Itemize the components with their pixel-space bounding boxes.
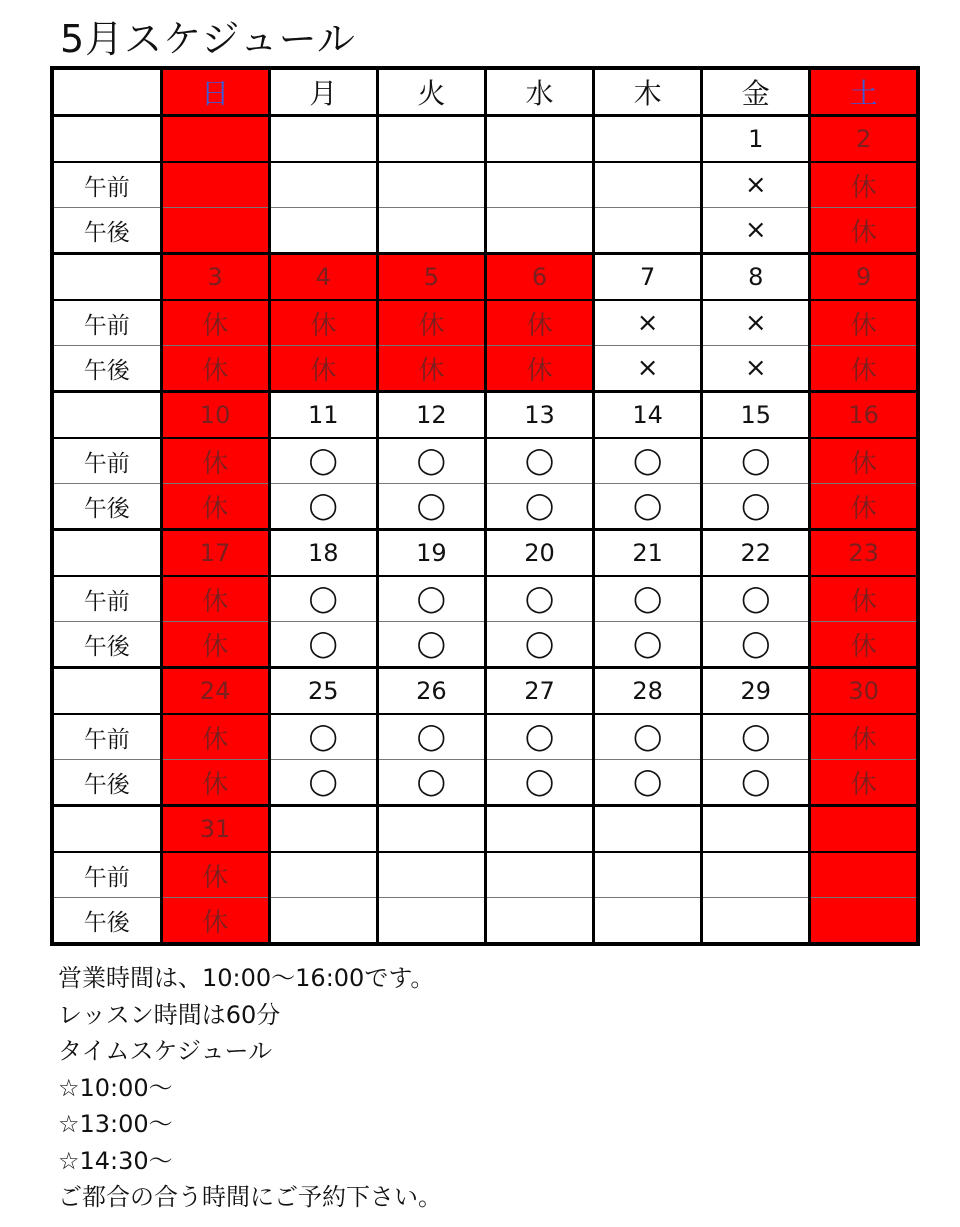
availability-cell-pm-mon: 休: [269, 346, 377, 392]
week-2-pm-row: [52, 346, 918, 392]
availability-cell-am-wed: [485, 162, 593, 208]
date-cell-sat: 16: [810, 392, 918, 439]
availability-cell-pm-wed: [485, 898, 593, 945]
afternoon-label: 午後: [52, 898, 161, 945]
availability-cell-pm-mon: ◯: [269, 622, 377, 668]
date-cell-tue: 19: [377, 530, 485, 577]
availability-cell-am-fri: ◯: [702, 438, 810, 484]
morning-label: 午前: [52, 300, 161, 346]
date-cell-tue: [377, 116, 485, 163]
page-title: 5月スケジュール: [60, 17, 356, 61]
weekday-header-fri: 金: [702, 68, 810, 116]
availability-cell-am-sat: 休: [810, 438, 918, 484]
date-row-label: [52, 530, 161, 577]
date-cell-wed: [485, 116, 593, 163]
date-cell-mon: 25: [269, 668, 377, 715]
note-line: ☆14:30～: [58, 1146, 173, 1175]
availability-cell-am-fri: ×: [702, 162, 810, 208]
availability-cell-pm-wed: [485, 208, 593, 254]
availability-cell-am-mon: [269, 162, 377, 208]
availability-cell-am-tue: ◯: [377, 714, 485, 760]
availability-cell-am-fri: ◯: [702, 714, 810, 760]
date-cell-tue: [377, 806, 485, 853]
availability-cell-pm-sat: 休: [810, 622, 918, 668]
afternoon-label: 午後: [52, 346, 161, 392]
availability-cell-am-wed: ◯: [485, 438, 593, 484]
week-5-date-row: [52, 668, 918, 715]
availability-cell-am-sun: 休: [161, 852, 269, 898]
availability-cell-am-wed: ◯: [485, 576, 593, 622]
availability-cell-pm-sat: [810, 898, 918, 945]
date-cell-thu: 21: [594, 530, 702, 577]
availability-cell-pm-tue: [377, 208, 485, 254]
availability-cell-am-tue: [377, 852, 485, 898]
date-cell-mon: 4: [269, 254, 377, 301]
date-cell-sat: 30: [810, 668, 918, 715]
date-cell-sun: 3: [161, 254, 269, 301]
week-3-pm-row: [52, 484, 918, 530]
morning-label: 午前: [52, 576, 161, 622]
availability-cell-pm-wed: 休: [485, 346, 593, 392]
availability-cell-am-tue: ◯: [377, 438, 485, 484]
availability-cell-pm-sun: 休: [161, 760, 269, 806]
afternoon-label: 午後: [52, 622, 161, 668]
date-cell-sun: 10: [161, 392, 269, 439]
availability-cell-pm-mon: [269, 208, 377, 254]
date-row-label: [52, 392, 161, 439]
availability-cell-pm-thu: ×: [594, 346, 702, 392]
availability-cell-pm-fri: ×: [702, 346, 810, 392]
availability-cell-pm-fri: ◯: [702, 622, 810, 668]
date-cell-sun: [161, 116, 269, 163]
weekday-header-tue: 火: [377, 68, 485, 116]
date-cell-sun: 24: [161, 668, 269, 715]
availability-cell-am-sat: 休: [810, 300, 918, 346]
date-cell-thu: 28: [594, 668, 702, 715]
availability-cell-pm-thu: ◯: [594, 622, 702, 668]
weekday-header-row: [52, 68, 918, 116]
availability-cell-pm-mon: [269, 898, 377, 945]
week-6-am-row: [52, 852, 918, 898]
availability-cell-pm-sun: 休: [161, 622, 269, 668]
availability-cell-pm-tue: [377, 898, 485, 945]
date-cell-wed: 6: [485, 254, 593, 301]
availability-cell-am-sun: 休: [161, 576, 269, 622]
afternoon-label: 午後: [52, 484, 161, 530]
week-5-pm-row: [52, 760, 918, 806]
date-cell-sun: 17: [161, 530, 269, 577]
morning-label: 午前: [52, 852, 161, 898]
morning-label: 午前: [52, 162, 161, 208]
availability-cell-pm-fri: ◯: [702, 760, 810, 806]
availability-cell-am-mon: ◯: [269, 576, 377, 622]
date-cell-fri: 8: [702, 254, 810, 301]
date-cell-sat: [810, 806, 918, 853]
availability-cell-pm-fri: ×: [702, 208, 810, 254]
weekday-header-sat: 土: [810, 68, 918, 116]
availability-cell-am-sun: 休: [161, 714, 269, 760]
weekday-header-mon: 月: [269, 68, 377, 116]
note-line: タイムスケジュール: [58, 1037, 273, 1065]
availability-cell-am-fri: [702, 852, 810, 898]
date-cell-fri: 15: [702, 392, 810, 439]
availability-cell-pm-tue: 休: [377, 346, 485, 392]
date-cell-sun: 31: [161, 806, 269, 853]
notes-section: [58, 960, 918, 1216]
note-line: ご都合の合う時間にご予約下さい。: [58, 1183, 442, 1211]
date-cell-fri: 22: [702, 530, 810, 577]
availability-cell-am-mon: ◯: [269, 714, 377, 760]
availability-cell-pm-fri: [702, 898, 810, 945]
weekday-header-thu: 木: [594, 68, 702, 116]
availability-cell-am-mon: 休: [269, 300, 377, 346]
availability-cell-am-thu: ◯: [594, 438, 702, 484]
date-row-label: [52, 806, 161, 853]
date-cell-mon: [269, 806, 377, 853]
availability-cell-am-sat: 休: [810, 714, 918, 760]
availability-cell-am-mon: ◯: [269, 438, 377, 484]
afternoon-label: 午後: [52, 208, 161, 254]
availability-cell-pm-thu: [594, 208, 702, 254]
availability-cell-pm-thu: ◯: [594, 484, 702, 530]
date-row-label: [52, 254, 161, 301]
availability-cell-pm-sat: 休: [810, 208, 918, 254]
date-cell-mon: [269, 116, 377, 163]
date-cell-sat: 9: [810, 254, 918, 301]
weekday-header-sun: 日: [161, 68, 269, 116]
availability-cell-am-thu: ◯: [594, 576, 702, 622]
availability-cell-pm-thu: ◯: [594, 760, 702, 806]
note-line: ☆10:00～: [58, 1073, 173, 1102]
availability-cell-am-wed: 休: [485, 300, 593, 346]
availability-cell-am-wed: ◯: [485, 714, 593, 760]
week-6-date-row: [52, 806, 918, 853]
morning-label: 午前: [52, 714, 161, 760]
week-4-pm-row: [52, 622, 918, 668]
availability-cell-am-sun: 休: [161, 438, 269, 484]
availability-cell-pm-fri: ◯: [702, 484, 810, 530]
availability-cell-am-thu: ◯: [594, 714, 702, 760]
date-cell-tue: 5: [377, 254, 485, 301]
week-1-date-row: [52, 116, 918, 163]
availability-cell-am-tue: 休: [377, 300, 485, 346]
availability-cell-am-fri: ◯: [702, 576, 810, 622]
availability-cell-pm-tue: ◯: [377, 622, 485, 668]
date-cell-fri: 1: [702, 116, 810, 163]
availability-cell-pm-mon: ◯: [269, 760, 377, 806]
availability-cell-pm-thu: [594, 898, 702, 945]
week-3-date-row: [52, 392, 918, 439]
corner-cell: [52, 68, 161, 116]
note-line: レッスン時間は60分: [58, 1000, 281, 1029]
availability-cell-am-thu: [594, 852, 702, 898]
date-cell-wed: [485, 806, 593, 853]
date-cell-wed: 27: [485, 668, 593, 715]
date-cell-thu: 14: [594, 392, 702, 439]
availability-cell-pm-wed: ◯: [485, 760, 593, 806]
date-cell-mon: 18: [269, 530, 377, 577]
date-cell-fri: [702, 806, 810, 853]
availability-cell-am-sun: 休: [161, 300, 269, 346]
week-3-am-row: [52, 438, 918, 484]
week-5-am-row: [52, 714, 918, 760]
availability-cell-am-tue: [377, 162, 485, 208]
availability-cell-am-tue: ◯: [377, 576, 485, 622]
date-cell-mon: 11: [269, 392, 377, 439]
availability-cell-pm-tue: ◯: [377, 760, 485, 806]
availability-cell-pm-sat: 休: [810, 760, 918, 806]
date-cell-tue: 26: [377, 668, 485, 715]
availability-cell-pm-tue: ◯: [377, 484, 485, 530]
weekday-header-wed: 水: [485, 68, 593, 116]
week-4-date-row: [52, 530, 918, 577]
availability-cell-pm-sun: 休: [161, 484, 269, 530]
date-row-label: [52, 668, 161, 715]
date-cell-thu: [594, 116, 702, 163]
availability-cell-am-fri: ×: [702, 300, 810, 346]
date-cell-fri: 29: [702, 668, 810, 715]
availability-cell-pm-sun: [161, 208, 269, 254]
week-1-am-row: [52, 162, 918, 208]
availability-cell-pm-wed: ◯: [485, 622, 593, 668]
note-line: 営業時間は、10:00～16:00です。: [58, 964, 435, 992]
availability-cell-pm-sun: 休: [161, 346, 269, 392]
week-2-am-row: [52, 300, 918, 346]
availability-cell-am-sat: 休: [810, 576, 918, 622]
availability-cell-am-wed: [485, 852, 593, 898]
note-line: ☆13:00～: [58, 1110, 173, 1138]
availability-cell-pm-wed: ◯: [485, 484, 593, 530]
availability-cell-am-sat: [810, 852, 918, 898]
availability-cell-pm-sat: 休: [810, 484, 918, 530]
date-cell-tue: 12: [377, 392, 485, 439]
date-cell-sat: 2: [810, 116, 918, 163]
availability-cell-am-sat: 休: [810, 162, 918, 208]
availability-cell-pm-mon: ◯: [269, 484, 377, 530]
week-4-am-row: [52, 576, 918, 622]
availability-cell-pm-sun: 休: [161, 898, 269, 945]
schedule-table: [50, 66, 920, 946]
availability-cell-am-sun: [161, 162, 269, 208]
week-6-pm-row: [52, 898, 918, 945]
date-cell-thu: [594, 806, 702, 853]
date-cell-wed: 13: [485, 392, 593, 439]
date-cell-thu: 7: [594, 254, 702, 301]
week-2-date-row: [52, 254, 918, 301]
date-cell-wed: 20: [485, 530, 593, 577]
availability-cell-am-thu: [594, 162, 702, 208]
availability-cell-pm-sat: 休: [810, 346, 918, 392]
availability-cell-am-thu: ×: [594, 300, 702, 346]
date-row-label: [52, 116, 161, 163]
afternoon-label: 午後: [52, 760, 161, 806]
availability-cell-am-mon: [269, 852, 377, 898]
date-cell-sat: 23: [810, 530, 918, 577]
week-1-pm-row: [52, 208, 918, 254]
morning-label: 午前: [52, 438, 161, 484]
